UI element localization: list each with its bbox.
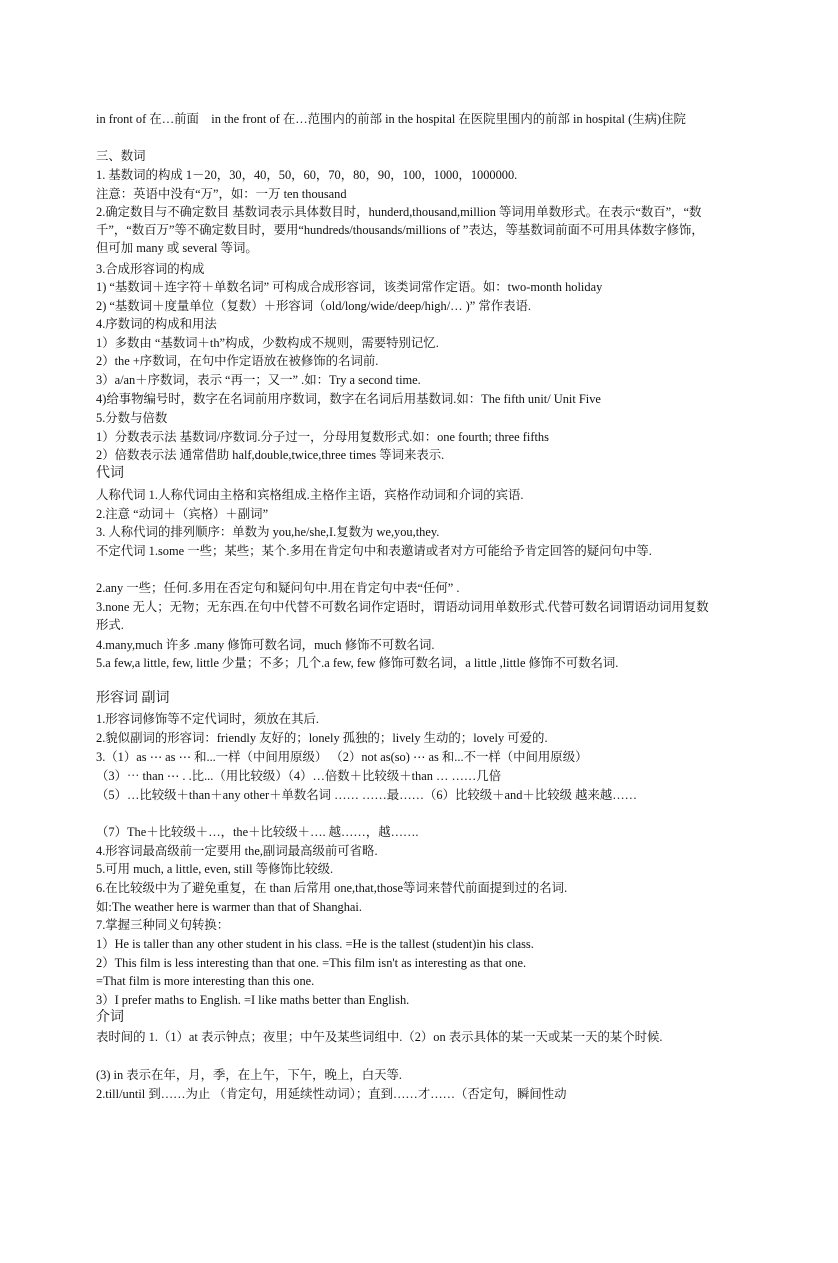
text-line-44: (3) in 表示在年，月，季，在上午，下午，晚上，白天等. [96,1068,402,1082]
text-line-41: 3）I prefer maths to English. =I like maths better than English. [96,993,410,1007]
text-line-31: （5）…比较级＋than＋any other＋单数名词 …… ……最……（6）比较级＋and＋比较级 越来越…… [96,788,638,802]
text-line-19: 2.注意 “动词＋（宾格）＋副词” [96,507,269,521]
text-line-6: 3.合成形容词的构成 [96,262,205,276]
text-line-33: 4.形容词最高级前一定要用 the,副词最高级前可省略. [96,844,378,858]
text-line-25: 5.a few,a little, few, little 少量；不多；几个.a few, few 修饰可数名词，a little ,little 修饰不可数名词. [96,656,619,670]
text-line-43: 表时间的 1.（1）at 表示钟点；夜里；中午及某些词组中.（2）on 表示具体的某一天或某一天的某个时候. [96,1030,663,1044]
text-line-4: 注意：英语中没有“万”，如：一万 ten thousand [96,187,347,201]
text-line-12: 3）a/an＋序数词，表示 “再一；又一” .如：Try a second time. [96,373,421,387]
section-heading-pronouns: 代词 [96,466,124,481]
text-line-18: 人称代词 1.人称代词由主格和宾格组成.主格作主语，宾格作动词和介词的宾语. [96,488,524,502]
text-line-11: 2）the +序数词，在句中作定语放在被修饰的名词前. [96,354,379,368]
text-line-45: 2.till/until 到……为止 （肯定句，用延续性动词）；直到……才……（否定句，瞬间性动 [96,1087,567,1101]
text-line-28: 2.貌似副词的形容词：friendly 友好的；lonely 孤独的；lively 生动的；lovely 可爱的. [96,731,548,745]
text-line-40: =That film is more interesting than this one. [96,974,315,988]
text-line-24: 4.many,much 许多 .many 修饰可数名词，much 修饰不可数名词. [96,638,435,652]
text-line-7: 1) “基数词＋连字符＋单数名词” 可构成合成形容词，该类词常作定语。如：two-month holiday [96,280,603,294]
text-line-23: 3.none 无人；无物；无东西.在句中代替不可数名词作定语时，谓语动词用单数形式.代替可数名词谓语动词用复数形式. [96,600,709,633]
text-line-39: 2）This film is less interesting than that one. =This film isn't as interesting as that one. [96,956,527,970]
text-line-38: 1）He is taller than any other student in his class. =He is the tallest (student)in his class. [96,937,534,951]
text-line-35: 6.在比较级中为了避免重复，在 than 后常用 one,that,those等词来替代前面提到过的名词. [96,881,568,895]
text-line-30: （3）⋯ than ⋯ . .比...（用比较级）（4）…倍数＋比较级＋than … ……几倍 [96,769,502,783]
text-line-5: 2.确定数目与不确定数目 基数词表示具体数目时，hunderd,thousand,million 等词用单数形式。在表示“数百”，“数千”，“数百万”等不确定数目时，要用“hundreds/thousands/millions of ”表达，等基数词前面不可用具体数字修饰，但可加 many 或 several 等词。 [96,205,704,256]
text-line-14: 5.分数与倍数 [96,411,168,425]
text-line-8: 2) “基数词＋度量单位（复数）＋形容词（old/long/wide/deep/high/… )” 常作表语. [96,299,532,313]
text-line-36: 如:The weather here is warmer than that of Shanghai. [96,900,362,914]
text-line-22: 2.any 一些；任何.多用在否定句和疑问句中.用在肯定句中表“任何” . [96,581,460,595]
text-line-29: 3.（1）as ⋯ as ⋯ 和...一样（中间用原级） （2）not as(so) ⋯ as 和...不一样（中间用原级） [96,750,588,764]
section-heading-numerals: 三、数词 [96,149,146,163]
text-line-20: 3. 人称代词的排列顺序：单数为 you,he/she,I.复数为 we,you,they. [96,525,440,539]
text-line-9: 4.序数词的构成和用法 [96,317,217,331]
text-line-21: 不定代词 1.some 一些；某些；某个.多用在肯定句中和表邀请或者对方可能给予肯定回答的疑问句中等. [96,544,652,558]
text-line-16: 2）倍数表示法 通常借助 half,double,twice,three times 等词来表示. [96,448,445,462]
text-line-1: in front of 在…前面 in the front of 在…范围内的前部 in the hospital 在医院里围内的前部 in hospital (生病)住院 [96,112,686,126]
text-line-27: 1.形容词修饰等不定代词时，须放在其后. [96,712,320,726]
text-line-3: 1. 基数词的构成 1－20，30，40，50，60，70，80，90，100，1000，1000000. [96,168,518,182]
text-line-15: 1）分数表示法 基数词/序数词.分子过一，分母用复数形式.如：one fourth; three fifths [96,430,549,444]
text-line-13: 4)给事物编号时，数字在名词前用序数词，数字在名词后用基数词.如：The fifth unit/ Unit Five [96,392,601,406]
section-heading-prepositions: 介词 [96,1010,124,1025]
text-line-32: （7）The＋比较级＋…，the＋比较级＋…. 越……，越……. [96,825,419,839]
text-line-34: 5.可用 much, a little, even, still 等修饰比较级. [96,862,334,876]
text-line-10: 1）多数由 “基数词＋th”构成，少数构成不规则，需要特别记忆. [96,336,439,350]
text-line-37: 7.掌握三种同义句转换： [96,918,230,932]
section-heading-adjectives: 形容词 副词 [96,691,170,706]
